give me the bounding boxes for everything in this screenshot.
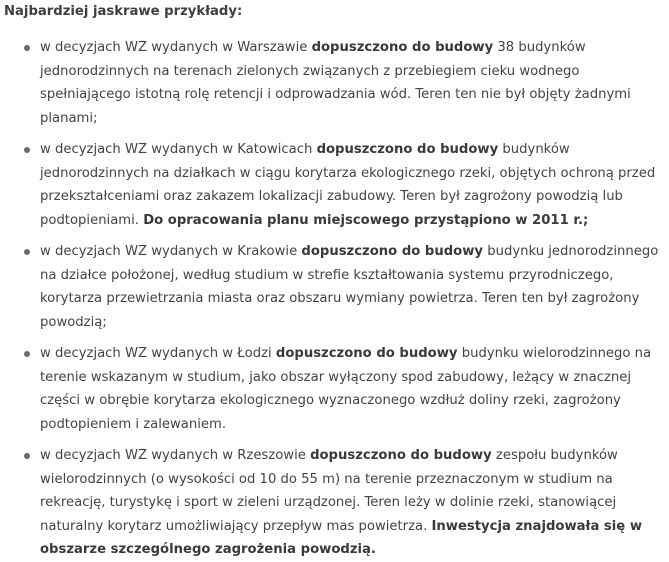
item-bold-text: Do opracowania planu miejscowego przystąpiono w 2011 r.; <box>143 212 589 228</box>
item-text: w decyzjach WZ wydanych w Rzeszowie <box>40 448 311 463</box>
section-heading: Najbardziej jaskrawe przykłady: <box>4 4 243 19</box>
item-text: budynków jednorodzinnych na działkach w ciągu korytarza ekologicznego rzeki, objętych ochroną przed przekształceniami oraz zakazem lokalizacji zabudowy. Teren był zagrożony powodzią lub podtopieniami. <box>40 142 656 228</box>
bullet-icon <box>24 249 30 255</box>
bullet-icon <box>24 453 30 459</box>
item-text: zespołu budynków wielorodzinnych (o wysokości od 10 do 55 m) na terenie przeznaczonym w studium na rekreację, turystykę i sport w zieleni urządzonej. Teren leży w dolinie rzeki, stanowiącej naturalny korytarz umożliwiający przepływ mas powietrza. <box>40 448 618 534</box>
article-content <box>0 2 669 557</box>
bullet-icon <box>24 147 30 153</box>
item-bold-text: dopuszczono do budowy <box>311 40 494 55</box>
item-bold-text: dopuszczono do budowy <box>316 142 499 157</box>
item-bold-text: dopuszczono do budowy <box>310 448 492 463</box>
item-bold-text: Inwestycja znajdowała się w obszarze szczególnego zagrożenia powodzią. <box>40 518 643 557</box>
item-text: w decyzjach WZ wydanych w Katowicach <box>40 142 317 157</box>
item-text: 38 budynków jednorodzinnych na terenach zielonych związanych z przebiegiem cieku wodnego spełniającego istotną rolę retencji i odprowadzania wód. Teren ten nie był objęty żadnymi planami; <box>40 40 631 126</box>
list-item <box>40 138 663 232</box>
examples-list <box>4 36 663 562</box>
item-bold-text: dopuszczono do budowy <box>275 346 458 361</box>
bullet-icon <box>24 351 30 357</box>
list-item <box>40 240 663 334</box>
bullet-icon <box>24 45 30 51</box>
item-text: budynku jednorodzinnego na działce położonej, według studium w strefie kształtowania systemu przyrodniczego, korytarza przewietrzania miasta oraz obszaru wymiany powietrza. Teren ten był zagrożony powodzią; <box>40 244 659 330</box>
item-bold-text: dopuszczono do budowy <box>301 244 484 259</box>
list-item <box>40 36 663 130</box>
item-text: w decyzjach WZ wydanych w Warszawie <box>40 40 312 55</box>
item-text: w decyzjach WZ wydanych w Krakowie <box>40 244 302 259</box>
list-item <box>40 342 663 436</box>
item-text: w decyzjach WZ wydanych w Łodzi <box>40 346 276 361</box>
list-item <box>40 444 663 562</box>
item-text: budynku wielorodzinnego na terenie wskazanym w studium, jako obszar wyłączony spod zabudowy, leżący w znacznej części w obrębie korytarza ekologicznego wyznaczonego wzdłuż doliny rzeki, zagrożony podtopieniem i zalewaniem. <box>40 346 652 432</box>
